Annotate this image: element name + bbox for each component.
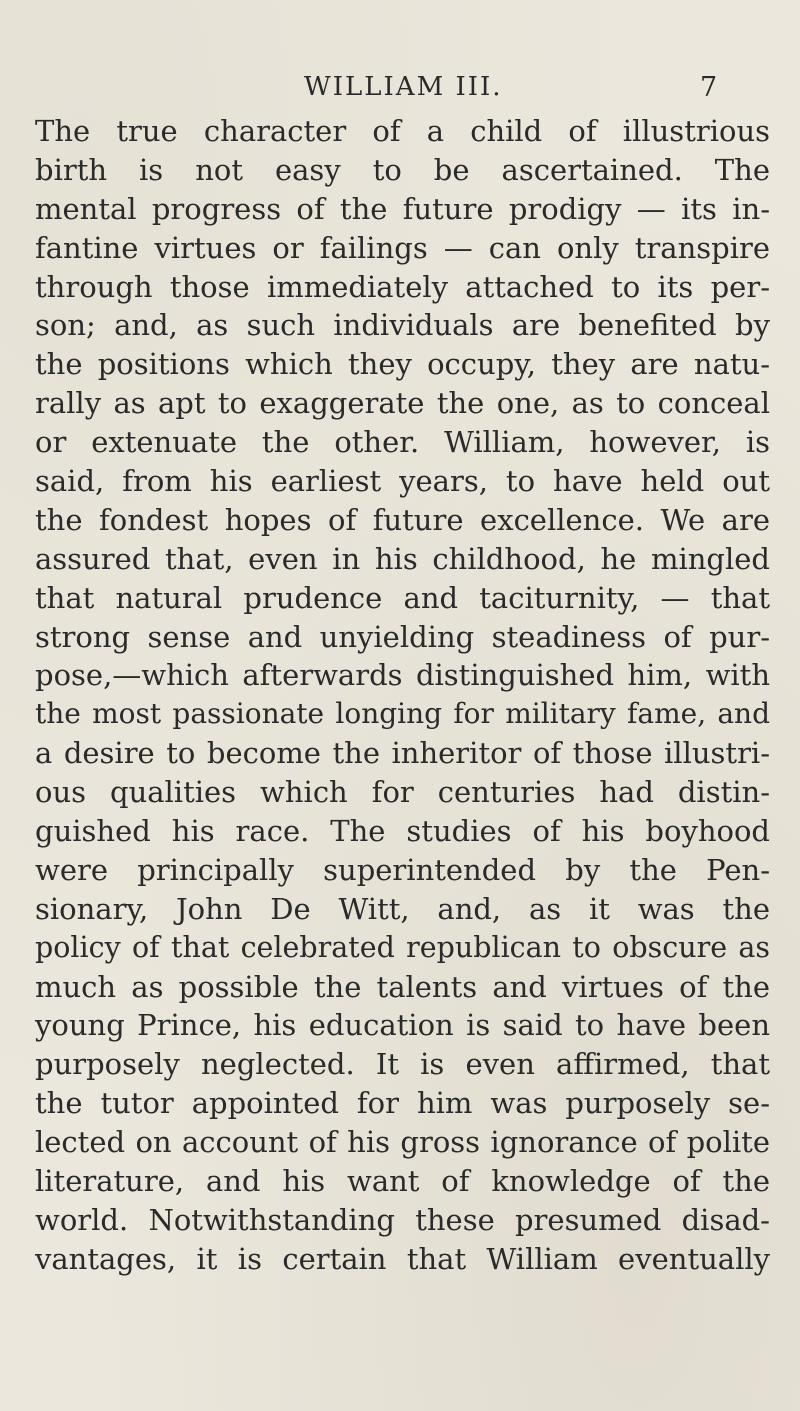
text-line: lected on account of his gross ignorance of polite	[35, 1125, 770, 1160]
text-line: a desire to become the inheritor of those illustri-	[35, 736, 770, 771]
page-number: 7	[700, 72, 718, 103]
text-line: the positions which they occupy, they are natu-	[35, 347, 770, 382]
text-line: world. Notwithstanding these presumed disad-	[35, 1202, 770, 1237]
text-line: said, from his earliest years, to have held out	[35, 464, 770, 499]
text-line: through those immediately attached to its per-	[35, 269, 770, 304]
text-line: guished his race. The studies of his boyhood	[35, 814, 770, 849]
text-line: that natural prudence and taciturnity, — that	[35, 580, 770, 615]
text-line: rally as apt to exaggerate the one, as to conceal	[35, 386, 770, 421]
text-line: or extenuate the other. William, however, is	[35, 425, 770, 460]
text-line: strong sense and unyielding steadiness of pur-	[35, 619, 770, 654]
body-text	[35, 112, 770, 1279]
text-line: young Prince, his education is said to have been	[35, 1008, 770, 1043]
text-line: the most passionate longing for military fame, and	[35, 697, 770, 731]
text-line: ous qualities which for centuries had distin-	[35, 775, 770, 810]
text-line: the tutor appointed for him was purposely se-	[35, 1086, 770, 1121]
running-head	[0, 72, 800, 112]
text-line: much as possible the talents and virtues of the	[35, 969, 770, 1004]
running-title: WILLIAM III.	[304, 72, 503, 102]
text-line: mental progress of the future prodigy — its in-	[35, 191, 770, 226]
text-line: assured that, even in his childhood, he mingled	[35, 541, 770, 576]
text-line: The true character of a child of illustrious	[35, 114, 770, 148]
text-line: birth is not easy to be ascertained. The	[35, 152, 770, 187]
text-line: vantages, it is certain that William eventually	[35, 1241, 770, 1276]
text-line: pose,—which afterwards distinguished him, with	[35, 658, 770, 693]
text-line: were principally superintended by the Pen-	[35, 852, 770, 887]
text-line: purposely neglected. It is even affirmed, that	[35, 1047, 770, 1082]
text-line: fantine virtues or failings — can only transpire	[35, 230, 770, 265]
text-line: policy of that celebrated republican to obscure as	[35, 930, 770, 964]
text-line: sionary, John De Witt, and, as it was the	[35, 891, 770, 926]
text-line: son; and, as such individuals are benefited by	[35, 308, 770, 343]
text-line: the fondest hopes of future excellence. We are	[35, 502, 770, 537]
text-line: literature, and his want of knowledge of the	[35, 1164, 770, 1199]
